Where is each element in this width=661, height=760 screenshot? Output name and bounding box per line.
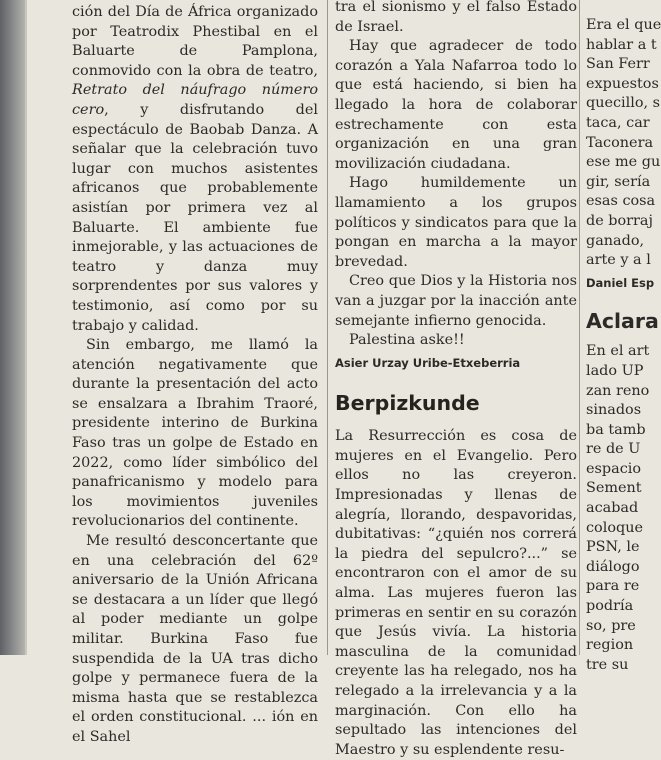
text-line: ba tamb — [586, 421, 646, 438]
text-line: re de U — [586, 441, 641, 458]
letter-paragraph: Hay que agradecer de todo corazón a Yala Nafarroa todo lo que está haciendo, si bien ha llegado la hora de colaborar estrechamente con esta organización en una gran movilización ciudadana. — [335, 38, 577, 172]
column-rule-1 — [327, 0, 328, 655]
text-line: para re — [586, 578, 640, 595]
text-line: arte y a l — [586, 252, 651, 269]
text-line: San Ferr — [586, 56, 650, 73]
letter-paragraph: Sin embargo, me llamó la atención negativamente que durante la presentación del acto se ensalzara a Ibrahim Traoré, presidente interino de Burkina Faso tras un golpe de Estado en 2022, como líder simbólico del panafricanismo y modelo para los movimientos juveniles revolucionarios del continente. — [72, 337, 318, 530]
column-middle — [335, 0, 577, 758]
text-line: expuestos — [586, 75, 659, 92]
letter-signature: Daniel Esp — [586, 275, 655, 290]
text-line: PSN, le — [586, 539, 640, 556]
column-right-top — [586, 16, 661, 271]
play-title: Retrato del náufrago número cero — [72, 82, 318, 118]
text-line: tre su — [586, 656, 629, 673]
text-line: acabad — [586, 500, 639, 517]
column-right — [586, 16, 661, 673]
paragraph-text: ción del Día de África organizado por Teatrodix Phestibal en el Baluarte de Pamplona, conmovido con la obra de teatro, — [72, 4, 318, 79]
text-line: Taconera — [586, 134, 654, 151]
text-line: sinados — [586, 402, 642, 419]
text-line: hablar a t — [586, 36, 657, 53]
text-line: zan reno — [586, 382, 650, 399]
text-line: ganado, — [586, 232, 645, 249]
text-line: de borraj — [586, 212, 653, 229]
text-line: Era el que — [586, 17, 661, 33]
letter-paragraph: Hago humildemente un llamamiento a los grupos políticos y sindicatos para que la pongan en marcha a la mayor brevedad. — [335, 175, 577, 270]
text-line: podría — [586, 598, 634, 615]
letter-paragraph: La Resurrección es cosa de mujeres en el Evangelio. Pero ellos no las creyeron. Impresionadas y llenas de alegría, llorando, despavoridas, dubitativas: “¿quién nos correrá la piedra del sepulcro?...” se encontraron con el amor de su alma. Las mujeres fueron las primeras en sentir en su corazón que Jesús vivía. La historia masculina de la comunidad creyente las ha relegado, nos ha relegado a la irrelevancia y a la marginación. Con ello ha sepultado las intenciones del Maestro y su esplendente resu- — [335, 428, 577, 758]
text-line: gir, sería — [586, 173, 651, 190]
text-line: En el art — [586, 343, 650, 360]
column-right-bottom — [586, 342, 656, 675]
letter-signature: Asier Urzay Uribe-Etxeberria — [335, 355, 521, 370]
text-line: Sement — [586, 480, 642, 497]
letter-paragraph: Me resultó desconcertante que en una celebración del 62º aniversario de la Unión Africana se destacara a un líder que llegó al poder mediante un golpe militar. Burkina Faso fue suspendida de la UA tras dicho golpe y permanece fuera de la misma hasta que se restablezca el orden constitucional. ... ión en el Sahel — [72, 533, 318, 745]
letter-paragraph — [72, 3, 318, 336]
text-line: ese me gu — [586, 154, 661, 171]
letter-headline: Berpizkunde — [335, 391, 480, 416]
letter-paragraph: Creo que Dios y la Historia nos van a juzgar por la inacción ante semejante infierno genocida. — [335, 273, 577, 329]
text-line: diálogo — [586, 558, 640, 575]
page-edge-line — [25, 0, 27, 655]
page-edge-shadow — [0, 0, 26, 655]
column-left — [72, 3, 318, 745]
text-line: so, pre — [586, 617, 636, 634]
letter-paragraph: Palestina aske!! — [349, 332, 465, 349]
text-line: taca, car — [586, 114, 650, 131]
column-rule-2 — [579, 0, 580, 655]
text-line: lado UP — [586, 362, 644, 379]
text-line: quecillo, s — [586, 95, 661, 112]
text-line: region — [586, 637, 634, 654]
paragraph-text: , y disfrutando del espectáculo de Baobab Danza. A señalar que la celebración tuvo lugar con muchos asistentes africanos que probablemente asistían por primera vez al Baluarte. El ambiente fue inmejorable, y las actuaciones de teatro y danza muy sorprendentes por sus valores y testimonio, así como por su trabajo y calidad. — [72, 101, 318, 334]
text-line: espacio — [586, 460, 642, 477]
text-line: coloque — [586, 519, 643, 536]
letter-headline: Aclara — [586, 309, 659, 334]
text-line: esas cosa — [586, 193, 656, 210]
letter-paragraph: tra el sionismo y el falso Estado de Israel. — [335, 0, 577, 35]
